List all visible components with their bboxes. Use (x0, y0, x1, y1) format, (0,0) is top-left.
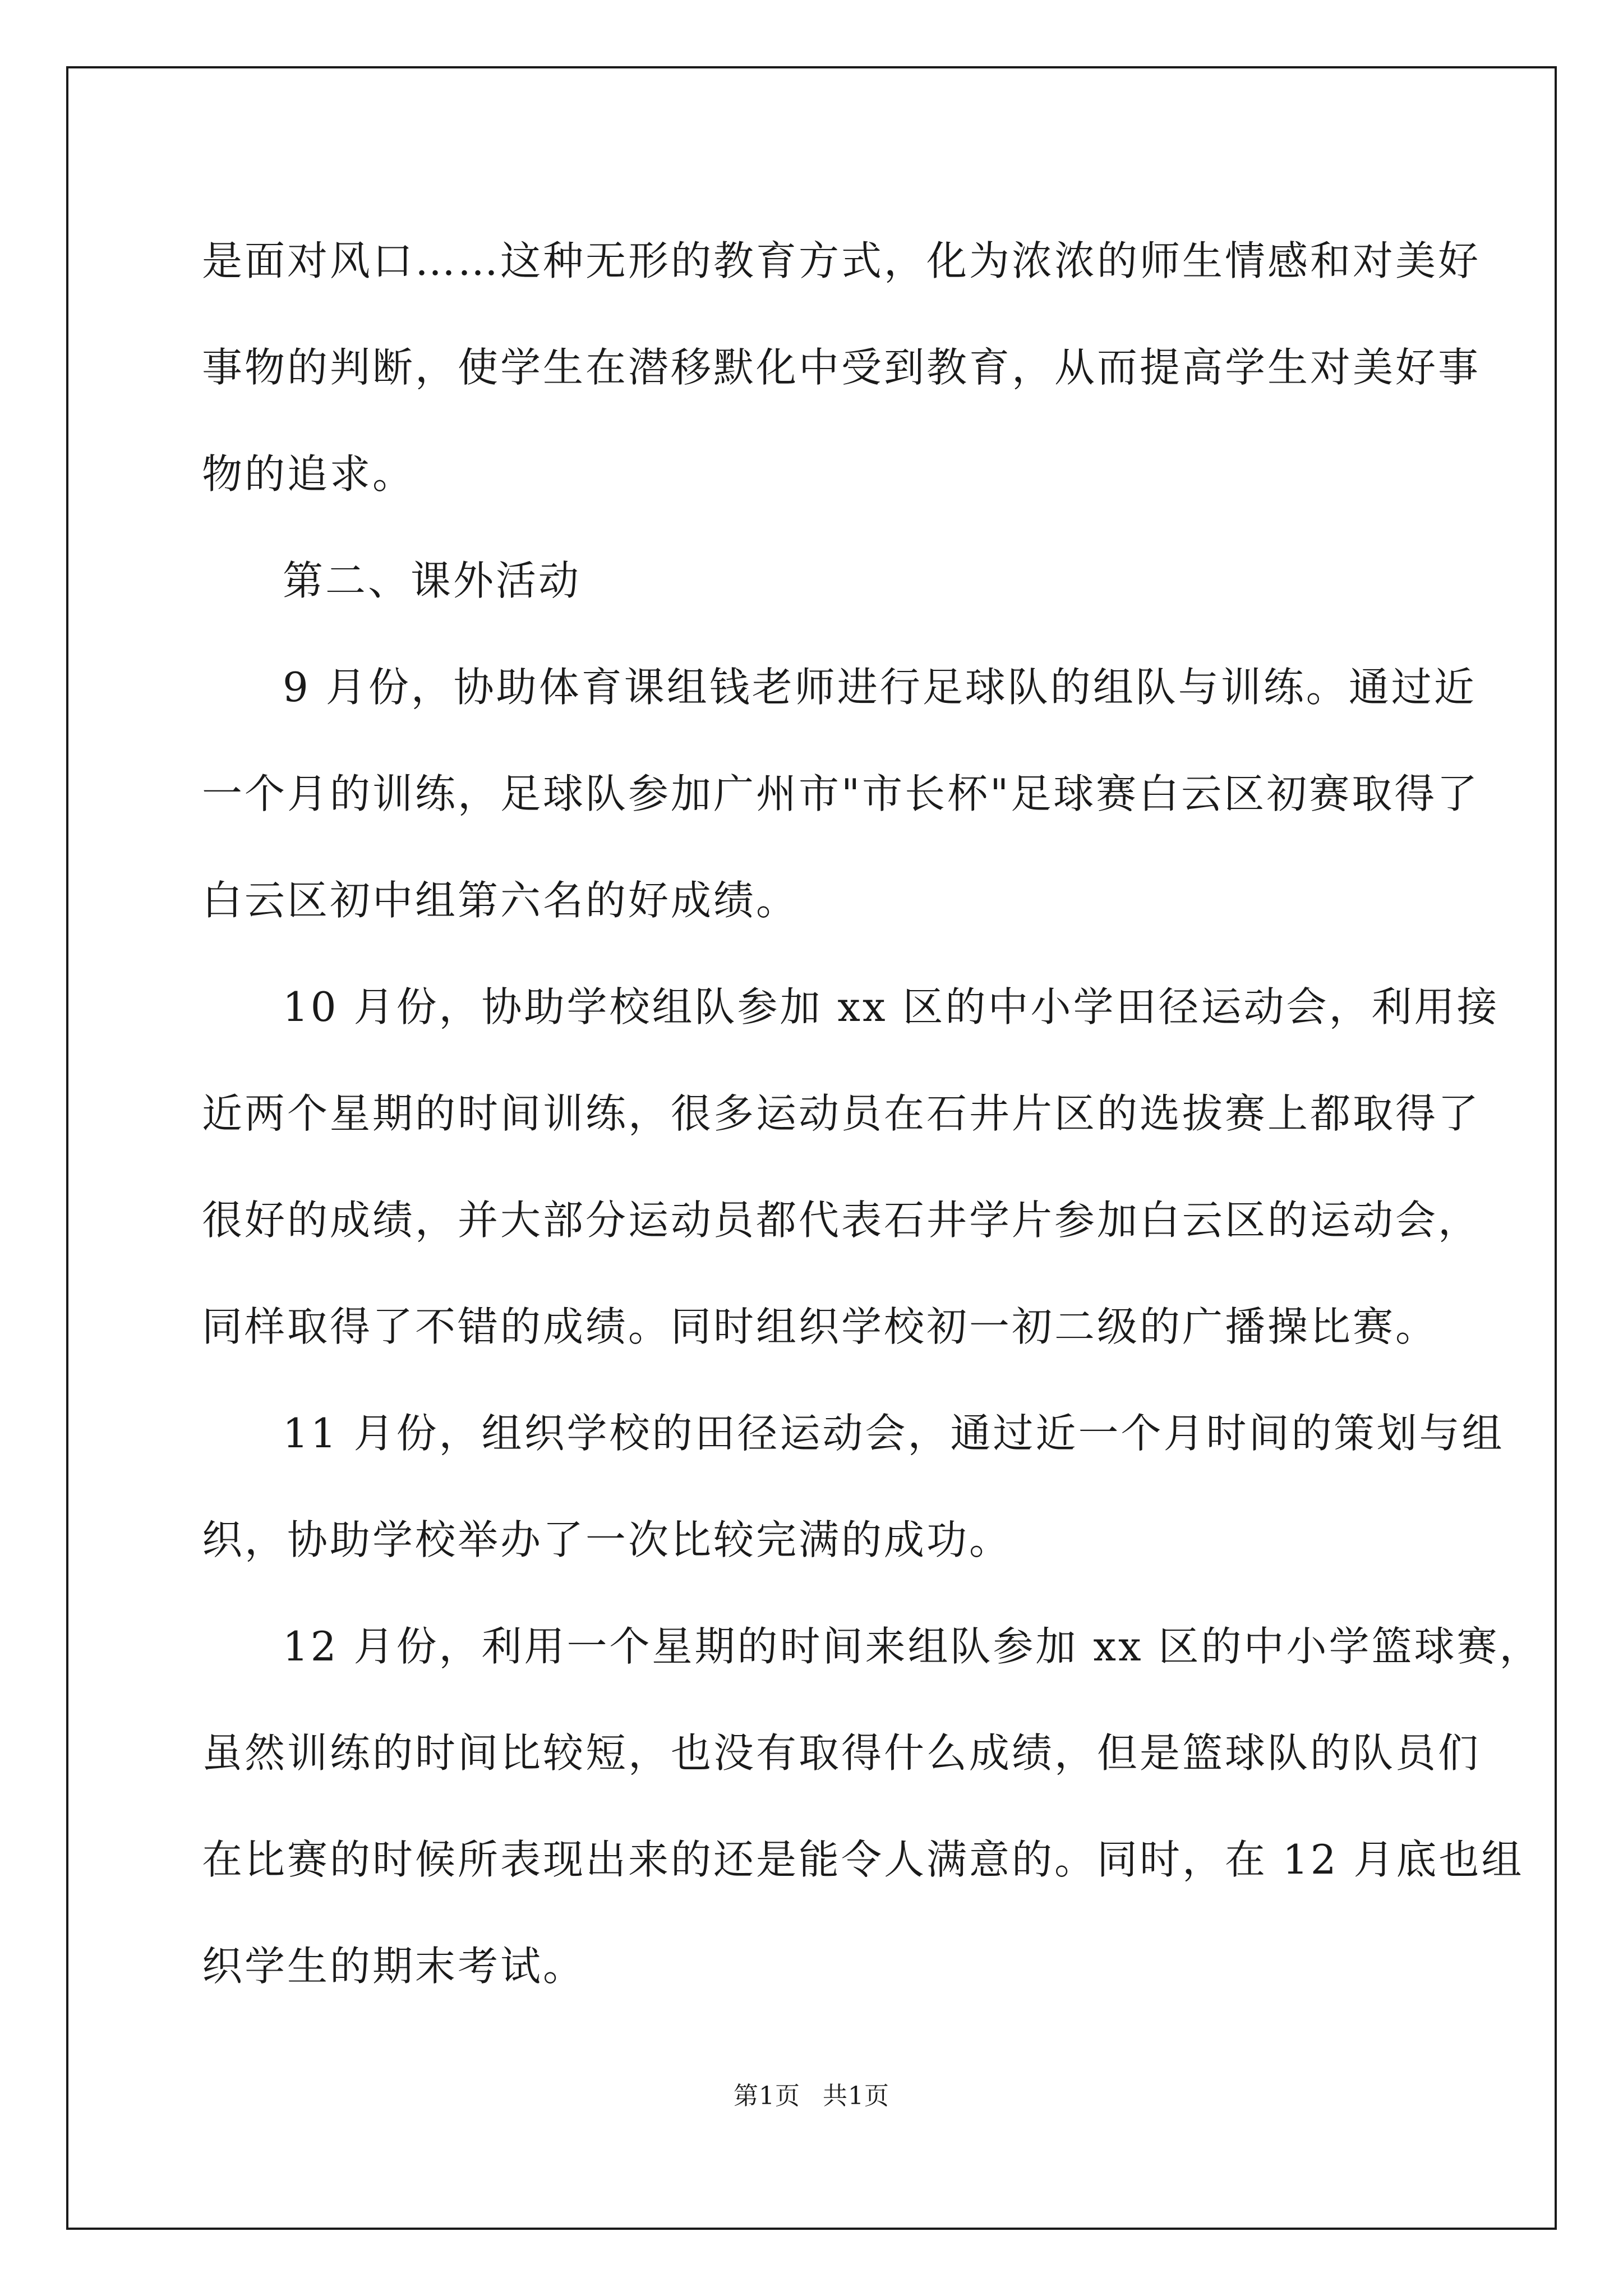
paragraph-line: 一个月的训练，足球队参加广州市"市长杯"足球赛白云区初赛取得了 (202, 770, 1480, 817)
paragraph-line: 近两个星期的时间训练，很多运动员在石井片区的选拔赛上都取得了 (202, 1090, 1481, 1137)
paragraph-line: 事物的判断，使学生在潜移默化中受到教育，从而提高学生对美好事 (202, 344, 1481, 391)
paragraph-line: 10 月份，协助学校组队参加 xx 区的中小学田径运动会，利用接 (283, 983, 1500, 1030)
page-number: 第1页 (734, 2082, 800, 2110)
paragraph-line: 在比赛的时候所表现出来的还是能令人满意的。同时，在 12 月底也组 (202, 1836, 1524, 1883)
paragraph-line: 同样取得了不错的成绩。同时组织学校初一初二级的广播操比赛。 (202, 1303, 1438, 1350)
section-heading: 第二、课外活动 (283, 557, 582, 604)
paragraph-line: 是面对风口……这种无形的教育方式，化为浓浓的师生情感和对美好 (202, 237, 1481, 284)
paragraph-line: 很好的成绩，并大部分运动员都代表石井学片参加白云区的运动会， (202, 1197, 1481, 1244)
paragraph-line: 织学生的期末考试。 (202, 1943, 586, 1990)
page-total: 共1页 (823, 2082, 889, 2110)
paragraph-line: 白云区初中组第六名的好成绩。 (202, 877, 799, 924)
paragraph-line: 织，协助学校举办了一次比较完满的成功。 (202, 1516, 1012, 1563)
paragraph-line: 12 月份，利用一个星期的时间来组队参加 xx 区的中小学篮球赛， (283, 1623, 1542, 1670)
paragraph-line: 虽然训练的时间比较短，也没有取得什么成绩，但是篮球队的队员们 (202, 1729, 1481, 1777)
document-body (202, 208, 1542, 2019)
paragraph-line: 物的追求。 (202, 450, 416, 498)
paragraph-line: 11 月份，组织学校的田径运动会，通过近一个月时间的策划与组 (283, 1410, 1505, 1457)
page-footer (0, 2076, 1623, 2111)
paragraph-line: 9 月份，协助体育课组钱老师进行足球队的组队与训练。通过近 (283, 664, 1477, 711)
